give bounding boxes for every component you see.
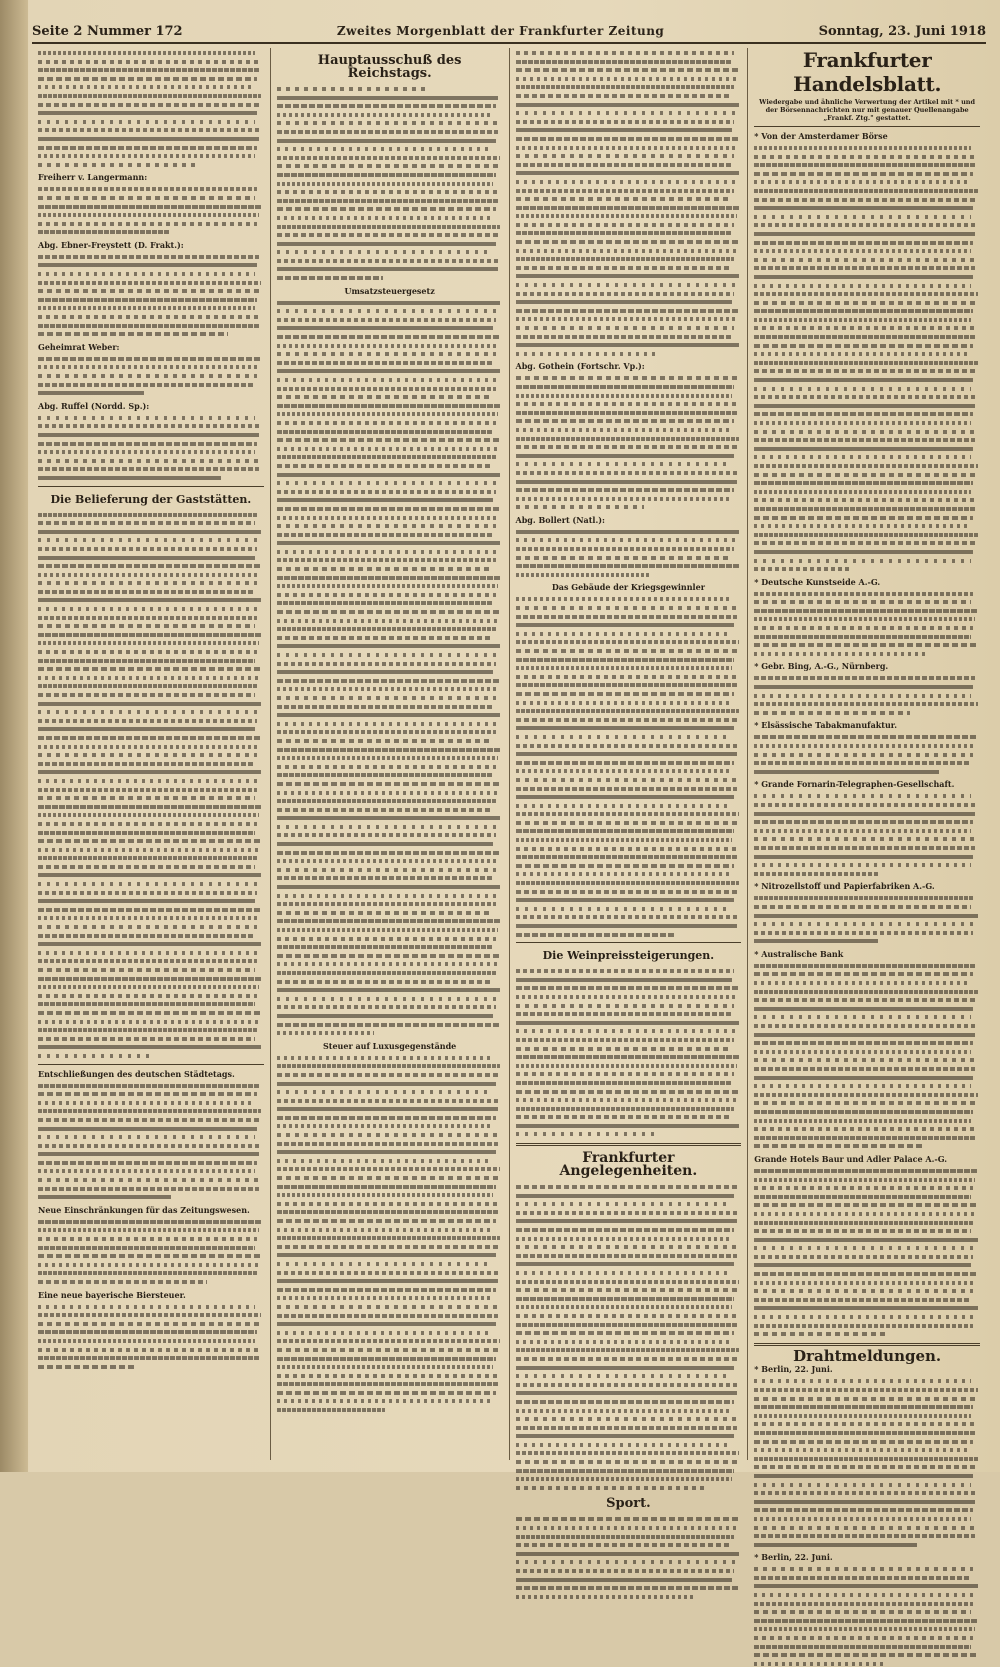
col4-item-1: * Von der Amsterdamer Börse <box>754 131 888 141</box>
col3-text-a <box>516 48 742 357</box>
col1-text-f <box>38 510 264 1060</box>
col1-speaker-1: Freiherr v. Langermann: <box>38 172 148 183</box>
col2-text-a <box>277 93 503 282</box>
col3-text-e <box>516 966 742 1138</box>
col3-title-2: Frankfurter Angelegenheiten. <box>559 1150 698 1180</box>
page-header <box>32 20 986 44</box>
col4-dm-1: * Berlin, 22. Juni. <box>754 1364 833 1375</box>
col1-text-g <box>38 1081 264 1201</box>
col1-text-e <box>38 413 264 482</box>
binding-gutter <box>0 0 28 1472</box>
masthead-subtitle: Wiedergabe und ähnliche Verwertung der Artikel mit * und der Börsennachrichten nur mit genauer Quellenangabe „Frankf. Ztg." gestattet. <box>759 98 976 122</box>
col2-dateline <box>277 84 503 93</box>
col1-text-c <box>38 252 264 338</box>
col1-rule-1 <box>38 486 264 487</box>
column-3 <box>510 48 749 1512</box>
col2-title-1: Hauptausschuß des Reichstags. <box>317 53 462 81</box>
column-4 <box>748 48 986 1563</box>
col3-sub-1: Das Gebäude der Kriegsgewinnler <box>551 582 705 593</box>
col1-rule-2 <box>38 1064 264 1065</box>
col4-title-drahtmeldungen: Drahtmeldungen. <box>793 1346 942 1365</box>
col4-text-i <box>754 1376 980 1548</box>
col1-text-d <box>38 354 264 397</box>
col3-speaker-1: Abg. Gothein (Fortschr. Vp.): <box>515 361 645 372</box>
col1-text-i <box>38 1302 264 1371</box>
col1-title-3: Neue Einschränkungen für das Zeitungswesen. <box>38 1204 250 1215</box>
col1-title-2: Entschließungen des deutschen Städtetags. <box>38 1068 235 1079</box>
col1-title-4: Eine neue bayerische Biersteuer. <box>38 1289 186 1300</box>
col4-item-6: * Nitrozellstoff und Papierfabriken A.-G. <box>754 881 935 892</box>
col4-item-2: * Deutsche Kunstseide A.-G. <box>754 576 881 587</box>
col3-text-c <box>516 527 742 579</box>
col3-text-g <box>516 1514 742 1600</box>
col1-text-b <box>38 184 264 236</box>
col2-text-c <box>277 1053 503 1414</box>
col4-dm-2: * Berlin, 22. Juni. <box>754 1552 833 1563</box>
col4-rule-1 <box>754 126 980 127</box>
col4-text-a <box>754 143 980 573</box>
col4-item-3: * Gebr. Bing, A.-G., Nürnberg. <box>754 661 889 672</box>
column-2 <box>271 48 510 1460</box>
col4-text-e <box>754 791 980 877</box>
col4-item-8: Grande Hotels Baur und Adler Palace A.-G. <box>754 1153 948 1164</box>
col4-text-b <box>754 589 980 658</box>
column-1 <box>32 48 271 1460</box>
col3-title-1: Die Weinpreissteigerungen. <box>542 949 715 963</box>
col4-text-d <box>754 732 980 775</box>
col3-text-b <box>516 373 742 511</box>
col3-title-3: Sport. <box>606 1496 651 1512</box>
col2-sub-1: Umsatzsteuergesetz <box>344 285 435 296</box>
col1-speaker-4: Abg. Ruffel (Nordd. Sp.): <box>38 400 150 411</box>
columns <box>32 48 986 1563</box>
col4-text-j <box>754 1564 980 1667</box>
col1-speaker-3: Geheimrat Weber: <box>38 341 120 352</box>
col1-speaker-2: Abg. Ebner-Freystett (D. Frakt.): <box>38 239 184 250</box>
col3-speaker-2: Abg. Bollert (Natl.): <box>515 514 605 525</box>
masthead-handelsblatt: Frankfurter Handelsblatt. <box>793 48 942 96</box>
col4-text-g <box>754 961 980 1150</box>
col1-text-h <box>38 1217 264 1286</box>
header-right: Sonntag, 23. Juni 1918 <box>818 23 986 39</box>
col4-item-5: * Grande Fornarin-Telegraphen-Gesellschaft. <box>754 779 955 790</box>
col4-rule-2 <box>754 1343 980 1346</box>
col2-text-b <box>277 298 503 1037</box>
col4-text-c <box>754 673 980 716</box>
col1-title-1: Die Belieferung der Gaststätten. <box>50 492 252 506</box>
col3-text-f <box>516 1182 742 1491</box>
col4-item-7: * Australische Bank <box>754 948 844 959</box>
col3-text-d <box>516 594 742 938</box>
col4-item-4: * Elsässische Tabakmanufaktur. <box>754 720 898 731</box>
col2-sub-2: Steuer auf Luxusgegenstände <box>322 1040 457 1051</box>
header-center: Zweites Morgenblatt der Frankfurter Zeitung <box>336 24 665 38</box>
col3-rule-1 <box>516 942 742 943</box>
col4-text-f <box>754 893 980 945</box>
header-left: Seite 2 Nummer 172 <box>32 23 183 39</box>
col1-text-a <box>38 48 264 168</box>
col3-rule-2 <box>516 1143 742 1146</box>
col4-text-h <box>754 1166 980 1338</box>
